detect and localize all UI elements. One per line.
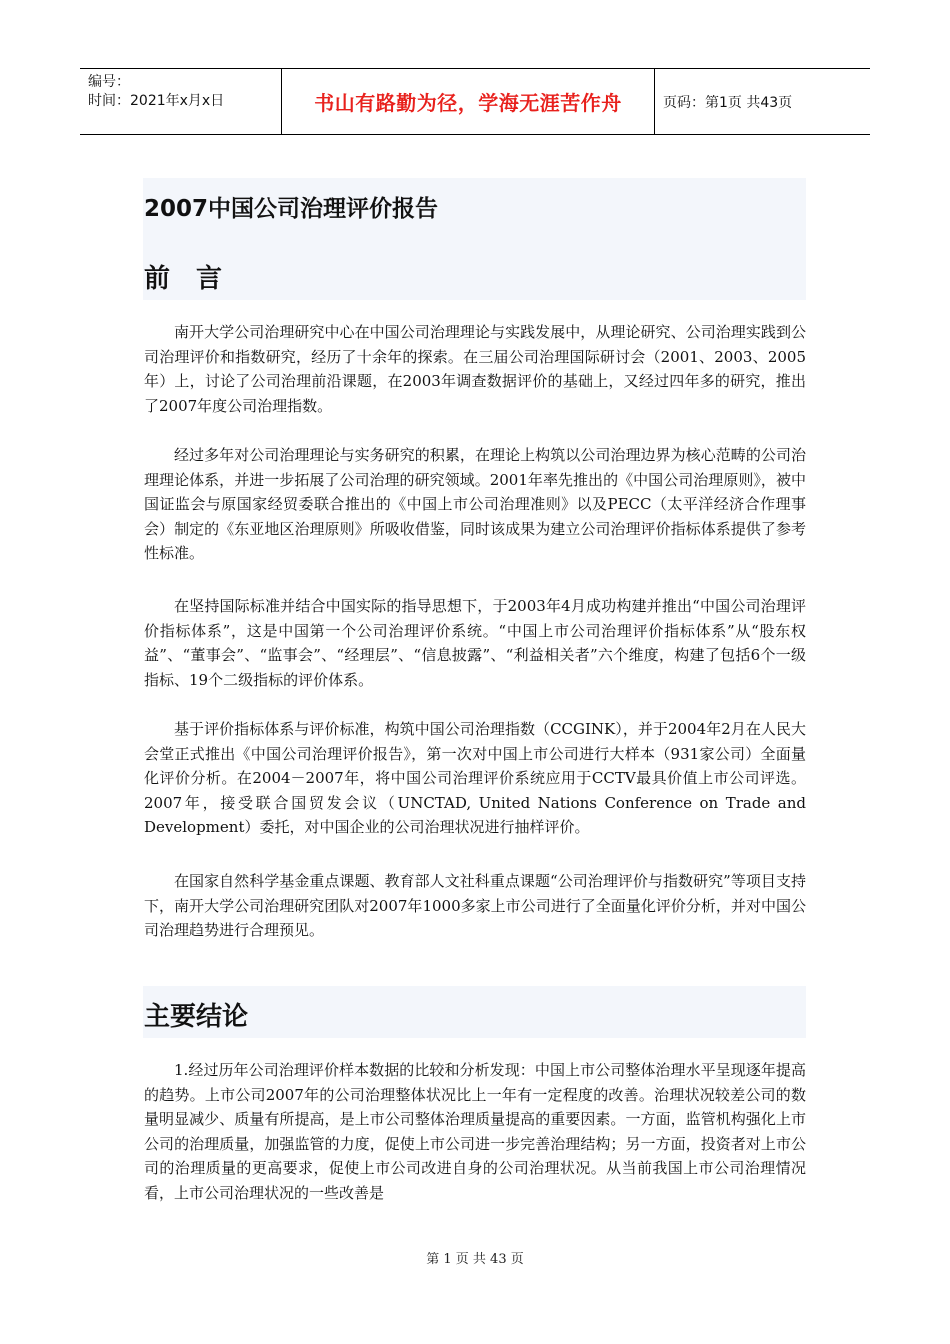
header-motto: 书山有路勤为径，学海无涯苦作舟 [282,69,655,134]
conclusion-paragraph-1: 1.经过历年公司治理评价样本数据的比较和分析发现：中国上市公司整体治理水平呈现逐年提高的趋势。上市公司2007年的公司治理整体状况比上一年有一定程度的改善。治理状况较差公司的数量明显减少、质量有所提高，是上市公司整体治理质量提高的重要因素。一方面，监管机构强化上市公司的治理质量，加强监管的力度，促使上市公司进一步完善治理结构；另一方面，投资者对上市公司的治理质量的更高要求，促使上市公司改进自身的公司治理状况。从当前我国上市公司治理情况看，上市公司治理状况的一些改善是 [144,1061,806,1202]
preface-paragraph-4: 基于评价指标体系与评价标准，构筑中国公司治理指数（CCGINK），并于2004年2月在人民大会堂正式推出《中国公司治理评价报告》，第一次对中国上市公司进行大样本（931家公司）全面量化评价分析。在2004－2007年，将中国公司治理评价系统应用于CCTV最具价值上市公司评选。2007年，接受联合国贸发会议（UNCTAD, United Nations Conference on Trade and Development）委托，对中国企业的公司治理状况进行抽样评价。 [144,720,806,836]
preface-paragraph-2: 经过多年对公司治理理论与实务研究的积累，在理论上构筑以公司治理边界为核心范畴的公司治理理论体系，并进一步拓展了公司治理的研究领域。2001年率先推出的《中国公司治理原则》，被中国证监会与原国家经贸委联合推出的《中国上市公司治理准则》以及PECC（太平洋经济合作理事会）制定的《东亚地区治理原则》所吸收借鉴，同时该成果为建立公司治理评价指标体系提供了参考性标准。 [144,446,806,562]
page-footer: 第 1 页 共 43 页 [426,1252,524,1267]
preface-paragraph-1: 南开大学公司治理研究中心在中国公司治理理论与实践发展中，从理论研究、公司治理实践到公司治理评价和指数研究，经历了十余年的探索。在三届公司治理国际研讨会（2001、2003、2005年）上，讨论了公司治理前沿课题，在2003年调查数据评价的基础上，又经过四年多的研究，推出了2007年度公司治理指数。 [144,323,806,415]
header-page-info: 页码：第1页 共43页 [663,94,793,111]
document-title: 2007中国公司治理评价报告 [144,196,439,222]
header-meta [80,69,282,134]
page-header [80,68,870,135]
conclusions-title: 主要结论 [144,1002,249,1032]
preface-paragraph-3: 在坚持国际标准并结合中国实际的指导思想下，于2003年4月成功构建并推出“中国公司治理评价指标体系”，这是中国第一个公司治理评价系统。“中国上市公司治理评价指标体系”从“股东权益”、“董事会”、“监事会”、“经理层”、“信息披露”、“利益相关者”六个维度，构建了包括6个一级指标、19个二级指标的评价体系。 [144,597,806,689]
header-time-label: 时间：2021年x月x日 [88,93,225,109]
header-number-label: 编号： [88,74,130,90]
preface-paragraph-5: 在国家自然科学基金重点课题、教育部人文社科重点课题“公司治理评价与指数研究”等项目支持下，南开大学公司治理研究团队对2007年1000多家上市公司进行了全面量化评价分析，并对中国公司治理趋势进行合理预见。 [144,872,806,939]
preface-title: 前 言 [144,264,223,294]
